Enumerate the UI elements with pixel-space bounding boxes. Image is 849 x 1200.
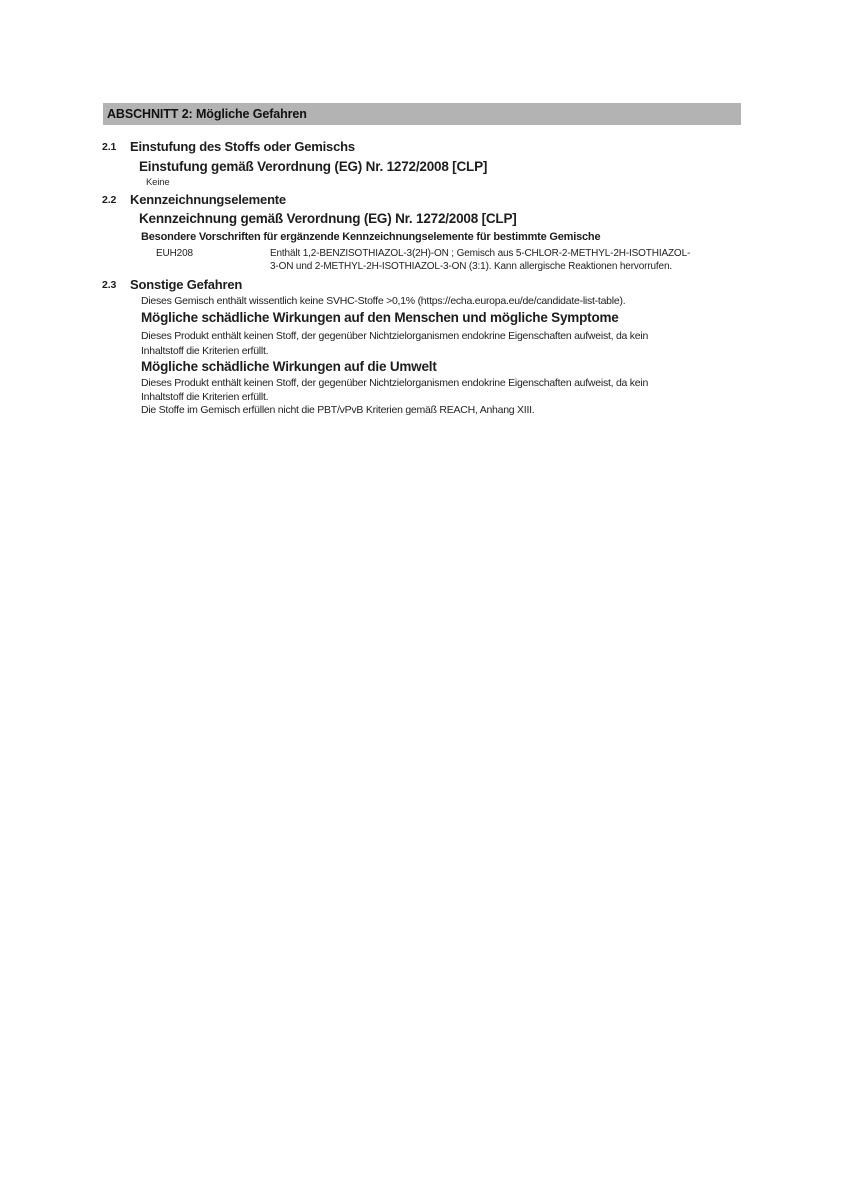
section-title-2-2: Kennzeichnungselemente xyxy=(130,192,286,207)
environment-effects-heading: Mögliche schädliche Wirkungen auf die Umwelt xyxy=(141,359,437,374)
section-number-2-3: 2.3 xyxy=(102,279,117,291)
environment-effects-text-line-2: Inhaltstoff die Kriterien erfüllt. xyxy=(141,391,269,403)
special-provisions-heading: Besondere Vorschriften für ergänzende Kennzeichnungselemente für bestimmte Gemische xyxy=(141,231,601,243)
subsection-title-clp-classification: Einstufung gemäß Verordnung (EG) Nr. 1272/2008 [CLP] xyxy=(139,159,488,174)
section-header-bar xyxy=(103,103,741,125)
euh-statement-line-2: 3-ON und 2-METHYL-2H-ISOTHIAZOL-3-ON (3:1). Kann allergische Reaktionen hervorrufen. xyxy=(270,261,673,272)
svhc-note: Dieses Gemisch enthält wissentlich keine SVHC-Stoffe >0,1% (https://echa.europa.eu/de/candidate-list-table). xyxy=(141,295,626,307)
pbt-note: Die Stoffe im Gemisch erfüllen nicht die PBT/vPvB Kriterien gemäß REACH, Anhang XIII. xyxy=(141,404,535,416)
classification-value: Keine xyxy=(146,177,170,188)
human-effects-text-line-1: Dieses Produkt enthält keinen Stoff, der gegenüber Nichtzielorganismen endokrine Eigenschaften aufweist, da kein xyxy=(141,330,649,342)
euh-statement-line-1: Enthält 1,2-BENZISOTHIAZOL-3(2H)-ON ; Gemisch aus 5-CHLOR-2-METHYL-2H-ISOTHIAZOL- xyxy=(270,248,691,259)
section-number-2-2: 2.2 xyxy=(102,194,117,206)
section-number-2-1: 2.1 xyxy=(102,141,117,153)
subsection-title-clp-labelling: Kennzeichnung gemäß Verordnung (EG) Nr. 1272/2008 [CLP] xyxy=(139,211,517,226)
section-header-title: ABSCHNITT 2: Mögliche Gefahren xyxy=(107,107,307,121)
section-title-2-1: Einstufung des Stoffs oder Gemischs xyxy=(130,139,355,154)
human-effects-text-line-2: Inhaltstoff die Kriterien erfüllt. xyxy=(141,345,269,357)
human-effects-heading: Mögliche schädliche Wirkungen auf den Menschen und mögliche Symptome xyxy=(141,310,619,325)
environment-effects-text-line-1: Dieses Produkt enthält keinen Stoff, der gegenüber Nichtzielorganismen endokrine Eigenschaften aufweist, da kein xyxy=(141,377,649,389)
section-title-2-3: Sonstige Gefahren xyxy=(130,277,243,292)
euh-code: EUH208 xyxy=(156,248,193,259)
